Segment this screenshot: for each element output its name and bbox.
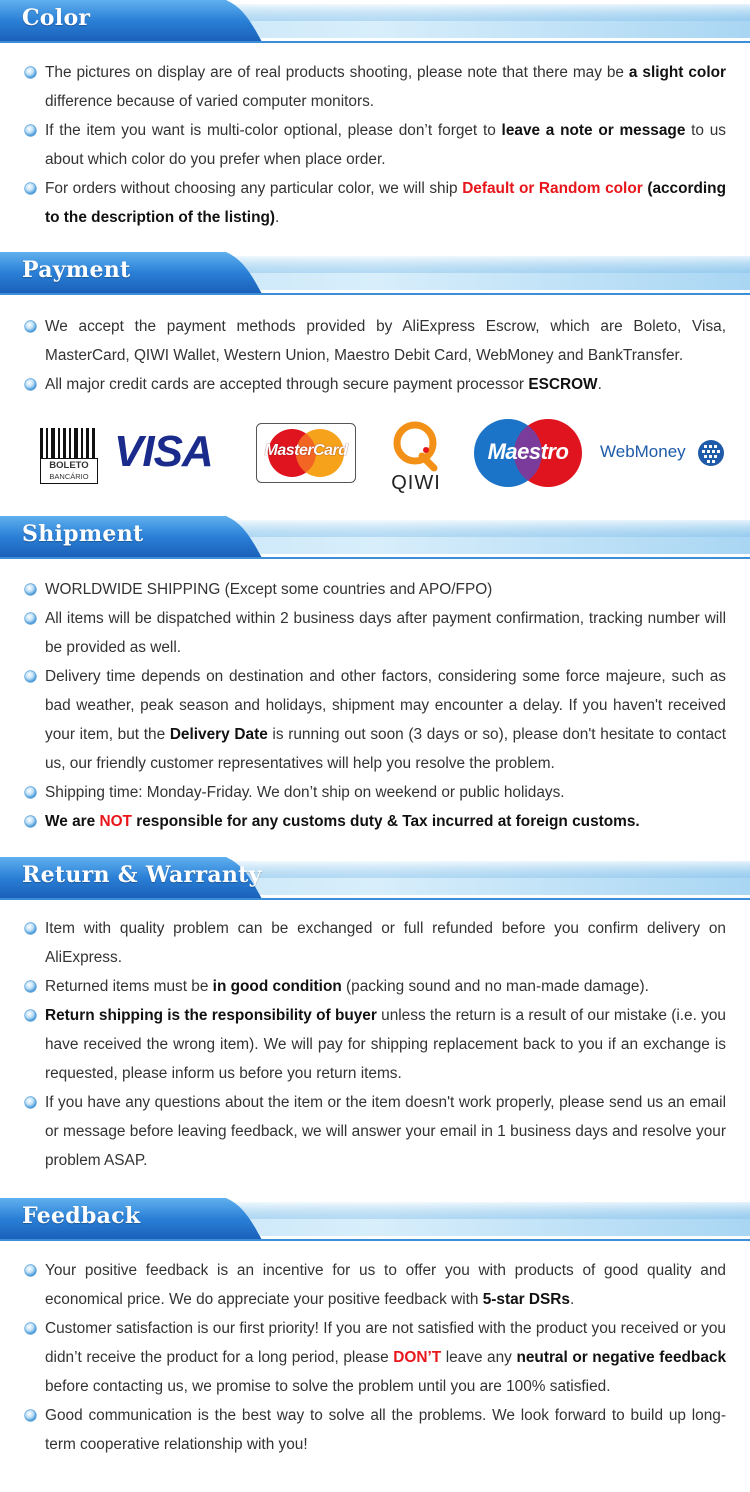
list-item: Returned items must be in good condition (packing sound and no man-made damage).	[24, 972, 726, 1001]
return-list	[24, 914, 726, 1175]
list-item: We accept the payment methods provided by AliExpress Escrow, which are Boleto, Visa, MasterCard, QIWI Wallet, Western Union, Maestro Debit Card, WebMoney and BankTransfer.	[24, 312, 726, 370]
bullet-icon	[24, 980, 37, 993]
bullet-icon	[24, 320, 37, 333]
section-title: Return & Warranty	[22, 862, 262, 888]
banner-graphic	[0, 0, 750, 44]
boleto-subtext: BANCÁRIO	[49, 472, 89, 481]
qiwi-q-icon	[388, 418, 444, 472]
mastercard-text-a: Master	[264, 442, 314, 459]
list-item: Customer satisfaction is our first priority! If you are not satisfied with the product you received or you didn’t receive the product for a long period, please DON’T leave any neutral or negative feedback before contacting us, we promise to solve the problem until you are 100% satisfied.	[24, 1314, 726, 1401]
list-item: All items will be dispatched within 2 business days after payment confirmation, tracking number will be provided as well.	[24, 604, 726, 662]
payment-logos	[0, 418, 750, 500]
bullet-icon	[24, 612, 37, 625]
bullet-icon	[24, 922, 37, 935]
feedback-list	[24, 1256, 726, 1459]
list-item: Return shipping is the responsibility of buyer unless the return is a result of our mistake (i.e. you have received the wrong item). We will pay for shipping replacement back to you if an exchange is requested, please inform us before you return items.	[24, 1001, 726, 1088]
bullet-icon	[24, 815, 37, 828]
section-banner	[0, 516, 750, 560]
list-item: WORLDWIDE SHIPPING (Except some countries and APO/FPO)	[24, 575, 726, 604]
bullet-icon	[24, 1264, 37, 1277]
list-item: For orders without choosing any particular color, we will ship Default or Random color (according to the description of the listing).	[24, 174, 726, 232]
section-title: Feedback	[22, 1203, 141, 1229]
list-item: Shipping time: Monday-Friday. We don’t ship on weekend or public holidays.	[24, 778, 726, 807]
section-title: Shipment	[22, 521, 144, 547]
mastercard-text-b: Card	[313, 442, 348, 459]
section-color	[0, 0, 750, 226]
payment-list	[24, 312, 726, 399]
bullet-icon	[24, 583, 37, 596]
maestro-text: Maestro	[487, 439, 569, 464]
bullet-icon	[24, 670, 37, 683]
list-item: Delivery time depends on destination and other factors, considering some force majeure, such as bad weather, peak season and holidays, shipment may encounter a delay. If you haven't received your item, but the Delivery Date is running out soon (3 days or so), please don't hesitate to contact us, our friendly customer representatives will help you resolve the problem.	[24, 662, 726, 778]
webmoney-globe-icon	[696, 436, 726, 470]
bullet-icon	[24, 182, 37, 195]
list-item: If the item you want is multi-color optional, please don’t forget to leave a note or message to us about which color do you prefer when place order.	[24, 116, 726, 174]
list-item: The pictures on display are of real products shooting, please note that there may be a slight color difference because of varied computer monitors.	[24, 58, 726, 116]
shipment-list	[24, 575, 726, 836]
list-item: Your positive feedback is an incentive for us to offer you with products of good quality and economical price. We do appreciate your positive feedback with 5-star DSRs.	[24, 1256, 726, 1314]
bullet-icon	[24, 1322, 37, 1335]
section-shipment	[0, 516, 750, 830]
section-title: Payment	[22, 257, 131, 283]
visa-text: VISA	[114, 427, 213, 476]
bullet-icon	[24, 786, 37, 799]
bullet-icon	[24, 66, 37, 79]
bullet-icon	[24, 124, 37, 137]
section-banner	[0, 252, 750, 296]
color-list	[24, 58, 726, 232]
webmoney-logo	[600, 436, 730, 476]
section-return-warranty	[0, 857, 750, 1169]
list-item: We are NOT responsible for any customs duty & Tax incurred at foreign customs.	[24, 807, 726, 836]
section-banner	[0, 857, 750, 901]
visa-logo	[114, 428, 234, 476]
bullet-icon	[24, 1009, 37, 1022]
qiwi-text: QIWI	[391, 472, 441, 494]
mastercard-logo	[256, 423, 356, 483]
bullet-icon	[24, 1409, 37, 1422]
section-title: Color	[22, 5, 91, 31]
boleto-text: BOLETO	[49, 460, 89, 471]
list-item: All major credit cards are accepted through secure payment processor ESCROW.	[24, 370, 726, 399]
maestro-logo	[472, 418, 584, 488]
section-banner	[0, 1198, 750, 1242]
bullet-icon	[24, 378, 37, 391]
boleto-logo	[38, 426, 100, 490]
bullet-icon	[24, 1096, 37, 1109]
list-item: If you have any questions about the item or the item doesn't work properly, please send us an email or message before leaving feedback, we will answer your email in 1 business days and resolve your problem ASAP.	[24, 1088, 726, 1175]
list-item: Item with quality problem can be exchanged or full refunded before you confirm delivery on AliExpress.	[24, 914, 726, 972]
list-item: Good communication is the best way to solve all the problems. We look forward to build up long-term cooperative relationship with you!	[24, 1401, 726, 1459]
section-banner	[0, 0, 750, 44]
section-feedback	[0, 1198, 750, 1453]
webmoney-text: WebMoney	[600, 442, 686, 461]
qiwi-logo	[388, 418, 444, 496]
